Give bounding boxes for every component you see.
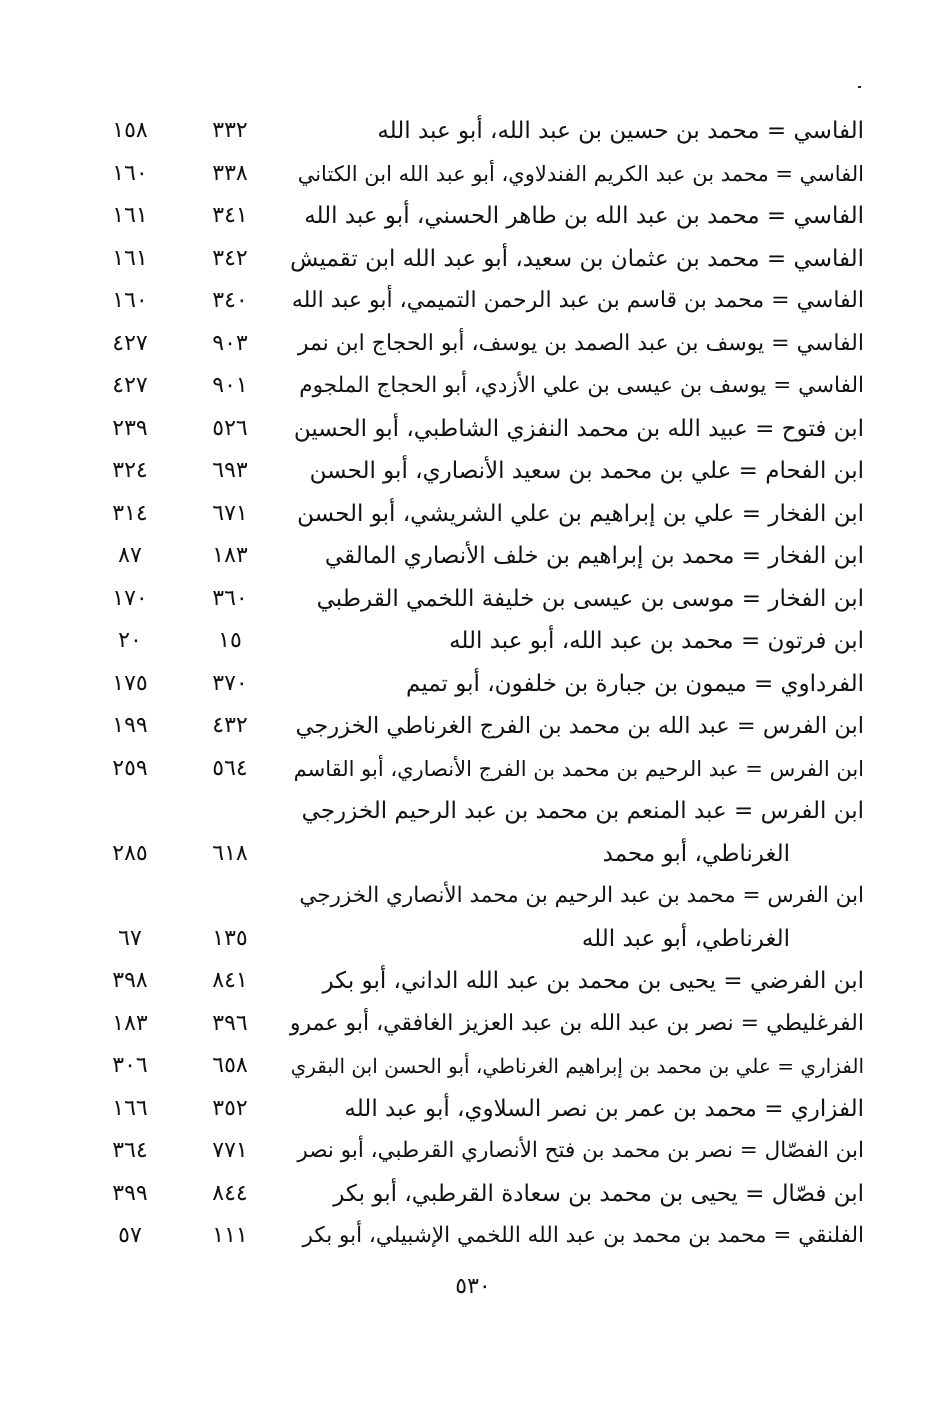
- page-reference: ٤٢٧: [112, 330, 148, 356]
- index-entry: [100, 748, 870, 791]
- index-entry: [100, 1130, 870, 1173]
- page-reference: ٦٧: [118, 925, 142, 951]
- page-reference: ١٦١: [112, 245, 148, 271]
- page-reference: ٤٢٧: [112, 373, 148, 398]
- index-entry: [100, 1003, 870, 1046]
- entry-number: ٥٢٦: [212, 415, 248, 441]
- index-entry: [100, 790, 870, 875]
- page-reference: ١٧٠: [112, 585, 148, 611]
- index-list: [100, 110, 870, 1258]
- entry-line: [100, 450, 870, 493]
- entry-number: ٩٠٣: [212, 330, 248, 356]
- entry-name: ابن الفرس = محمد بن عبد الرحيم بن محمد الأنصاري الخزرجي: [299, 883, 864, 908]
- index-entry: [100, 1173, 870, 1216]
- entry-number: ٨٤١: [212, 968, 248, 993]
- entry-line: [100, 875, 870, 918]
- entry-line: [100, 1003, 870, 1046]
- entry-name: الفرغليطي = نصر بن عبد الله بن عبد العزيز الغافقي، أبو عمرو: [289, 1010, 864, 1036]
- page-reference: ١٦١: [112, 203, 148, 228]
- entry-name: ابن الفصّال = نصر بن محمد بن فتح الأنصاري القرطبي، أبو نصر: [297, 1138, 864, 1163]
- entry-number: ٣٩٦: [212, 1010, 248, 1036]
- page-reference: ٣١٤: [112, 500, 148, 526]
- index-entry: [100, 323, 870, 366]
- entry-number: ٦٥٨: [212, 1053, 248, 1078]
- page-reference: ٢٣٩: [112, 415, 148, 441]
- entry-name: ابن فتوح = عبيد الله بن محمد النفزي الشاطبي، أبو الحسين: [293, 415, 864, 442]
- entry-number: ٣٣٢: [212, 118, 248, 143]
- index-entry: [100, 493, 870, 536]
- page-reference: ١٩٩: [112, 713, 148, 738]
- index-entry: [100, 238, 870, 281]
- index-entry: [100, 1088, 870, 1131]
- page-reference: ١٦٠: [112, 160, 148, 186]
- index-entry: [100, 365, 870, 408]
- entry-line: [100, 323, 870, 366]
- page-reference: ١٥٨: [112, 118, 148, 143]
- page-reference: ٣٩٩: [112, 1180, 148, 1206]
- entry-line: [100, 280, 870, 323]
- corner-mark: [858, 86, 861, 88]
- entry-line: [100, 1215, 870, 1258]
- entry-number: ٦٩٣: [212, 458, 248, 483]
- page-number: ٥٣٠: [455, 1274, 491, 1299]
- entry-number: ٣٣٨: [212, 160, 248, 186]
- index-entry: [100, 578, 870, 621]
- entry-number: ٩٠١: [212, 373, 248, 398]
- entry-number: ٣٥٢: [212, 1095, 248, 1121]
- entry-line: [100, 578, 870, 621]
- entry-number: ٣٤١: [212, 203, 248, 228]
- entry-name: الفاسي = محمد بن عثمان بن سعيد، أبو عبد الله ابن تقميش: [290, 245, 864, 272]
- entry-number: ٥٦٤: [212, 755, 248, 781]
- index-entry: [100, 960, 870, 1003]
- entry-number: ٦٧١: [212, 500, 248, 526]
- entry-line: [100, 493, 870, 536]
- entry-line: [100, 365, 870, 408]
- entry-line: [100, 1088, 870, 1131]
- entry-name: ابن الفخار = محمد بن إبراهيم بن خلف الأنصاري المالقي: [324, 543, 864, 569]
- page-reference: ٨٧: [118, 543, 142, 568]
- entry-number: ١٨٣: [212, 543, 248, 568]
- entry-name: الفاسي = يوسف بن عبد الصمد بن يوسف، أبو الحجاج ابن نمر: [297, 330, 864, 356]
- page-reference: ٣٦٤: [112, 1138, 148, 1163]
- entry-number: ٦١٨: [212, 840, 248, 866]
- index-entry: [100, 110, 870, 153]
- index-entry: [100, 280, 870, 323]
- page-reference: ١٨٣: [112, 1010, 148, 1036]
- index-entry: [100, 450, 870, 493]
- entry-number: ١٣٥: [212, 925, 248, 951]
- page-reference: ٣٠٦: [112, 1053, 148, 1078]
- entry-line: [100, 705, 870, 748]
- index-entry: [100, 408, 870, 451]
- entry-name: الفاسي = محمد بن عبد الله بن طاهر الحسني، أبو عبد الله: [304, 203, 864, 229]
- page-reference: ١٦٦: [112, 1095, 148, 1121]
- entry-name: الغرناطي، أبو عبد الله: [581, 925, 790, 952]
- entry-line: [100, 153, 870, 196]
- entry-line: [100, 833, 870, 876]
- index-entry: [100, 1045, 870, 1088]
- entry-name: الفزاري = علي بن محمد بن إبراهيم الغرناطي، أبو الحسن ابن البقري: [290, 1054, 864, 1078]
- entry-name: الغرناطي، أبو محمد: [602, 840, 790, 867]
- index-entry: [100, 153, 870, 196]
- entry-line: [100, 790, 870, 833]
- entry-line: [100, 960, 870, 1003]
- entry-line: [100, 110, 870, 153]
- entry-name: الفاسي = محمد بن قاسم بن عبد الرحمن التميمي، أبو عبد الله: [291, 288, 864, 313]
- index-entry: [100, 1215, 870, 1258]
- page-reference: ٥٧: [118, 1223, 142, 1248]
- entry-line: [100, 195, 870, 238]
- entry-line: [100, 620, 870, 663]
- entry-number: ٣٦٠: [212, 585, 248, 611]
- entry-line: [100, 663, 870, 706]
- entry-number: ١١١: [212, 1223, 248, 1248]
- index-entry: [100, 195, 870, 238]
- entry-number: ٨٤٤: [212, 1180, 248, 1206]
- index-entry: [100, 620, 870, 663]
- entry-name: الفاسي = محمد بن حسين بن عبد الله، أبو عبد الله: [377, 118, 864, 144]
- index-entry: [100, 535, 870, 578]
- entry-name: ابن الفحام = علي بن محمد بن سعيد الأنصاري، أبو الحسن: [309, 458, 864, 484]
- entry-number: ٣٤٢: [212, 245, 248, 271]
- entry-name: الفاسي = محمد بن عبد الكريم الفندلاوي، أبو عبد الله ابن الكتاني: [297, 161, 864, 186]
- entry-line: [100, 238, 870, 281]
- entry-name: ابن الفرس = عبد الله بن محمد بن الفرج الغرناطي الخزرجي: [295, 713, 864, 739]
- index-entry: [100, 875, 870, 960]
- entry-number: ٣٤٠: [212, 288, 248, 313]
- entry-name: الفرداوي = ميمون بن جبارة بن خلفون، أبو تميم: [406, 670, 864, 697]
- entry-name: الفزاري = محمد بن عمر بن نصر السلاوي، أبو عبد الله: [344, 1095, 864, 1122]
- entry-line: [100, 918, 870, 961]
- entry-line: [100, 535, 870, 578]
- entry-line: [100, 748, 870, 791]
- page-reference: ٢٥٩: [112, 755, 148, 781]
- entry-number: ٣٧٠: [212, 670, 248, 696]
- entry-name: ابن الفرس = عبد المنعم بن محمد بن عبد الرحيم الخزرجي: [301, 798, 864, 824]
- page-reference: ٣٢٤: [112, 458, 148, 483]
- index-entry: [100, 705, 870, 748]
- page-reference: ٣٩٨: [112, 968, 148, 993]
- entry-name: الفلنقي = محمد بن محمد بن عبد الله اللخمي الإشبيلي، أبو بكر: [302, 1223, 864, 1248]
- entry-number: ٤٣٢: [212, 713, 248, 738]
- page-reference: ٢٠: [118, 628, 142, 653]
- entry-name: الفاسي = يوسف بن عيسى بن علي الأزدي، أبو الحجاج الملجوم: [299, 373, 864, 398]
- entry-name: ابن فصّال = يحيى بن محمد بن سعادة القرطبي، أبو بكر: [333, 1180, 864, 1207]
- page-reference: ١٦٠: [112, 288, 148, 313]
- entry-name: ابن الفخار = علي بن إبراهيم بن علي الشريشي، أبو الحسن: [297, 500, 864, 527]
- entry-line: [100, 1045, 870, 1088]
- entry-name: ابن فرتون = محمد بن عبد الله، أبو عبد الله: [449, 628, 864, 654]
- page-reference: ٢٨٥: [112, 840, 148, 866]
- entry-name: ابن الفخار = موسى بن عيسى بن خليفة اللخمي القرطبي: [316, 585, 864, 612]
- entry-name: ابن الفرس = عبد الرحيم بن محمد بن الفرج الأنصاري، أبو القاسم: [293, 756, 864, 781]
- entry-number: ٧٧١: [212, 1138, 248, 1163]
- entry-number: ١٥: [218, 628, 242, 653]
- entry-name: ابن الفرضي = يحيى بن محمد بن عبد الله الداني، أبو بكر: [322, 968, 864, 994]
- index-entry: [100, 663, 870, 706]
- entry-line: [100, 408, 870, 451]
- entry-line: [100, 1173, 870, 1216]
- entry-line: [100, 1130, 870, 1173]
- page-reference: ١٧٥: [112, 670, 148, 696]
